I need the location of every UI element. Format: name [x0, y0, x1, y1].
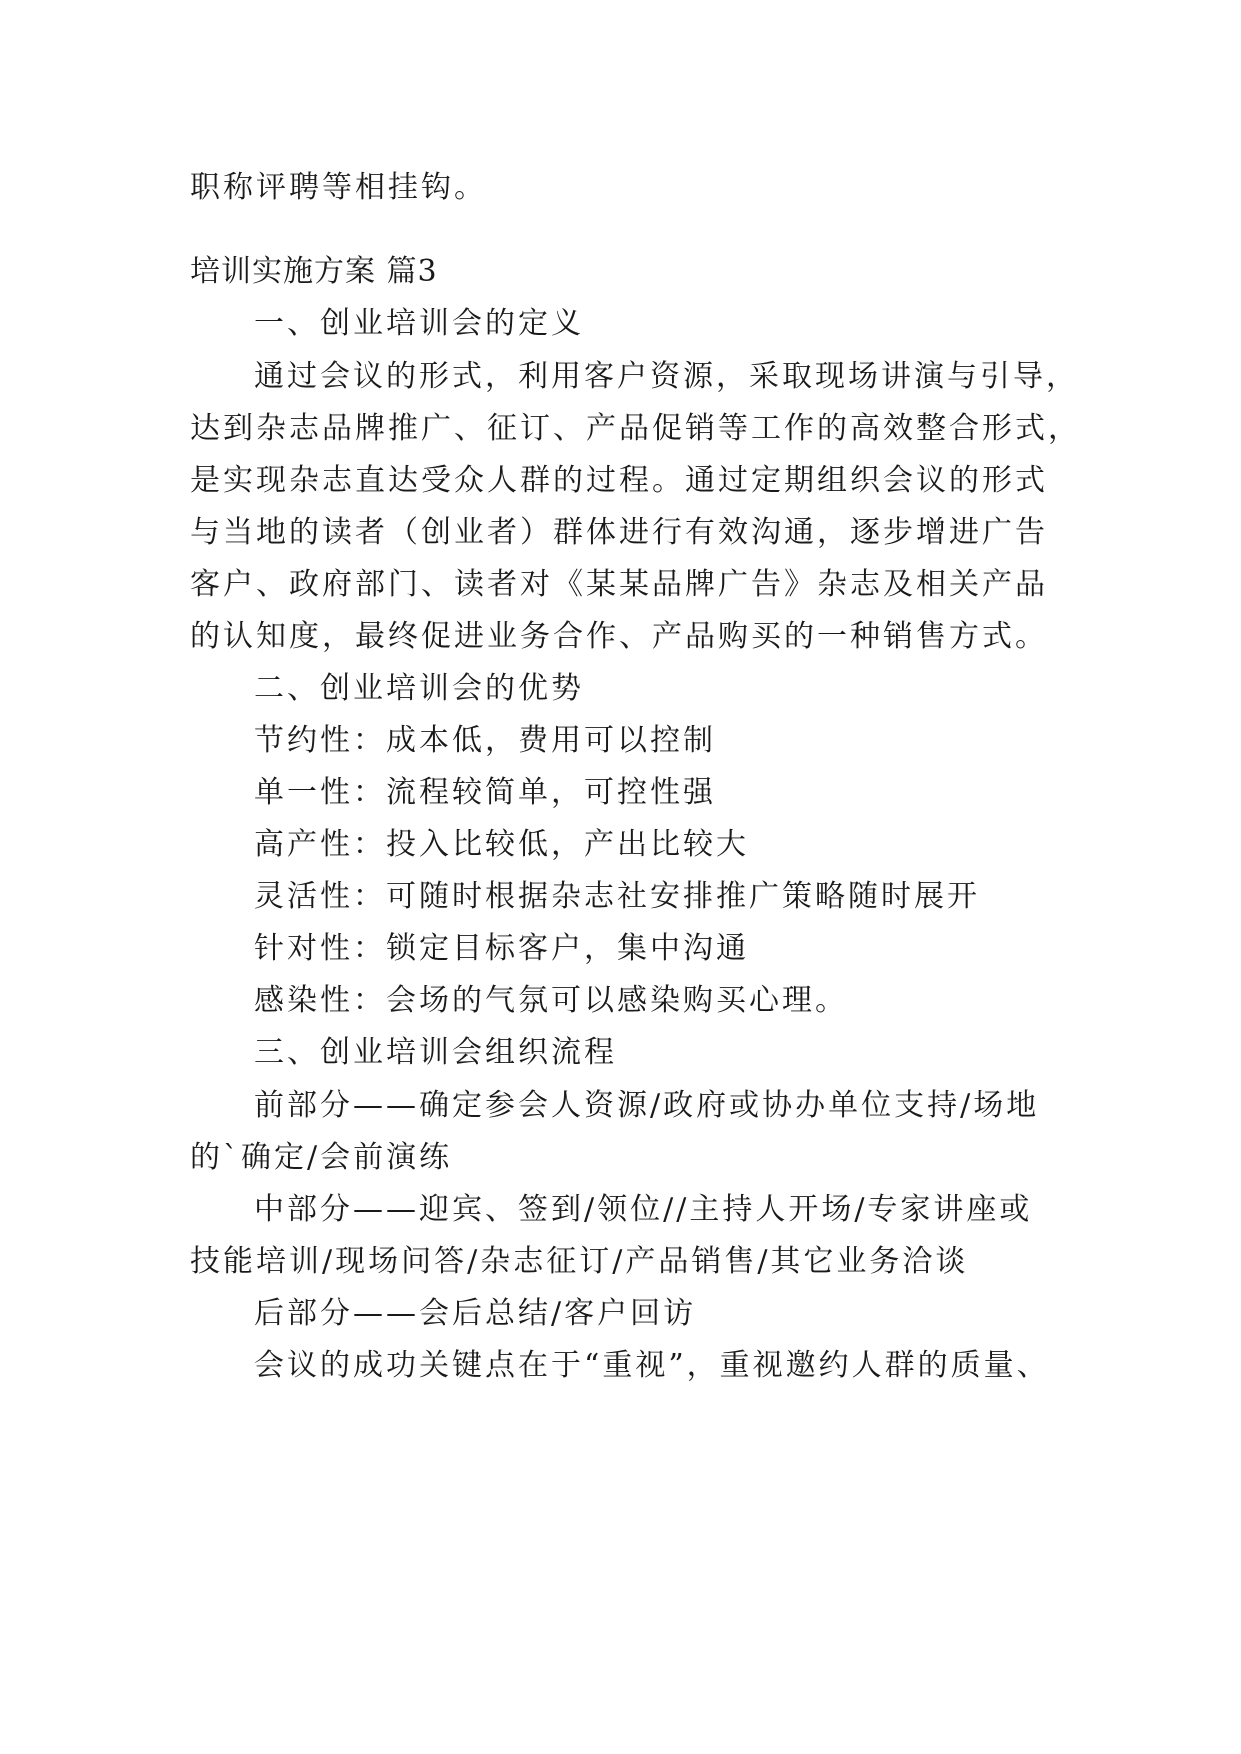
paragraph-line: 技能培训/现场问答/杂志征订/产品销售/其它业务洽谈 [190, 1244, 969, 1279]
section-title: 培训实施方案 篇3 [190, 254, 438, 289]
paragraph-line: 客户、政府部门、读者对《某某品牌广告》杂志及相关产品 [190, 567, 1048, 602]
paragraph-line: 中部分——迎宾、签到/领位//主持人开场/专家讲座或 [254, 1192, 1033, 1227]
subheading-definition: 一、创业培训会的定义 [254, 306, 584, 341]
list-item: 灵活性：可随时根据杂志社安排推广策略随时展开 [254, 879, 980, 914]
paragraph-line: 与当地的读者（创业者）群体进行有效沟通，逐步增进广告 [190, 515, 1048, 550]
list-item: 感染性：会场的气氛可以感染购买心理。 [254, 983, 848, 1018]
paragraph-line: 后部分——会后总结/客户回访 [254, 1296, 697, 1331]
subheading-advantages: 二、创业培训会的优势 [254, 671, 584, 706]
paragraph-line: 的`确定/会前演练 [190, 1140, 453, 1175]
list-item: 单一性：流程较简单，可控性强 [254, 775, 716, 810]
list-item: 针对性：锁定目标客户，集中沟通 [254, 931, 749, 966]
paragraph-line: 的认知度，最终促进业务合作、产品购买的一种销售方式。 [190, 619, 1048, 654]
paragraph-line: 通过会议的形式，利用客户资源，采取现场讲演与引导， [254, 359, 1079, 394]
list-item: 高产性：投入比较低，产出比较大 [254, 827, 749, 862]
paragraph-line: 会议的成功关键点在于“重视”，重视邀约人群的质量、 [254, 1348, 1050, 1383]
list-item: 节约性：成本低，费用可以控制 [254, 723, 716, 758]
paragraph-end-line: 职称评聘等相挂钩。 [190, 170, 487, 205]
paragraph-line: 前部分——确定参会人资源/政府或协办单位支持/场地 [254, 1088, 1040, 1123]
paragraph-line: 达到杂志品牌推广、征订、产品促销等工作的高效整合形式， [190, 411, 1081, 446]
paragraph-line: 是实现杂志直达受众人群的过程。通过定期组织会议的形式 [190, 463, 1048, 498]
subheading-process: 三、创业培训会组织流程 [254, 1035, 617, 1070]
